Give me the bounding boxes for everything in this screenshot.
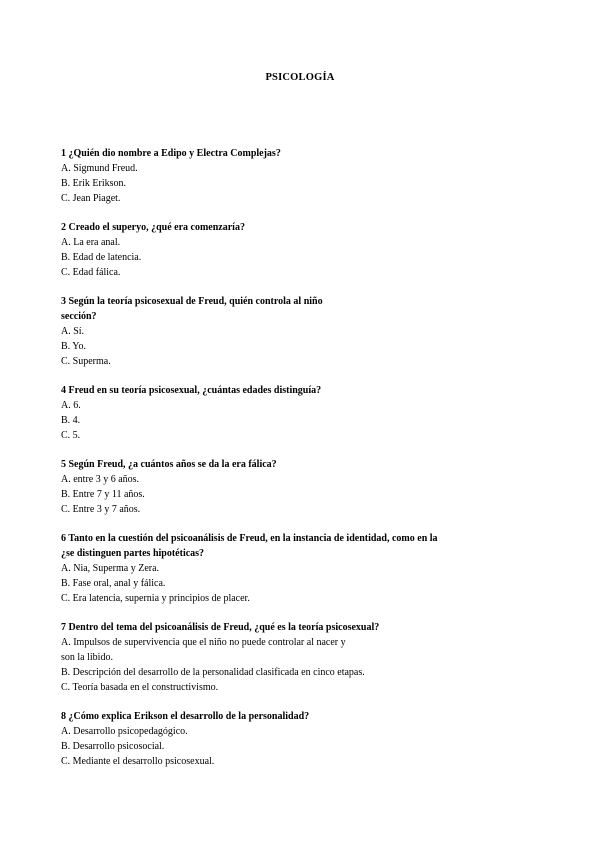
answer-option-a: A. Desarrollo psicopedagógico. — [61, 726, 188, 737]
answer-options — [61, 398, 541, 443]
question-1 — [61, 146, 541, 206]
question-text: 5 Según Freud, ¿a cuántos años se da la era fálica? — [61, 459, 277, 470]
answer-option-a: A. 6. — [61, 400, 81, 411]
answer-option-a: A. Sí. — [61, 326, 85, 337]
answer-options — [61, 472, 541, 517]
question-text: 8 ¿Cómo explica Erikson el desarrollo de la personalidad? — [61, 711, 310, 722]
answer-option-b: B. Erik Erikson. — [61, 178, 126, 189]
question-text: 7 Dentro del tema del psicoanálisis de Freud, ¿qué es la teoría psicosexual? — [61, 622, 380, 633]
answer-options — [61, 161, 541, 206]
answer-option-a: A. Impulsos de supervivencia que el niño no puede controlar al nacer y son la libido. — [61, 637, 346, 663]
question-3 — [61, 294, 541, 369]
answer-option-b: B. Descripción del desarrollo de la personalidad clasificada en cinco etapas. — [61, 667, 365, 678]
question-7 — [61, 620, 541, 695]
question-4 — [61, 383, 541, 443]
question-text: 3 Según la teoría psicosexual de Freud, quién controla al niño sección? — [61, 296, 323, 322]
question-list — [61, 146, 541, 783]
answer-option-b: B. 4. — [61, 415, 81, 426]
question-2 — [61, 220, 541, 280]
answer-option-b: B. Yo. — [61, 341, 87, 352]
question-8 — [61, 709, 541, 769]
question-5 — [61, 457, 541, 517]
question-text: 6 Tanto en la cuestión del psicoanálisis de Freud, en la instancia de identidad, como en la ¿se distinguen partes hipotéticas? — [61, 533, 438, 559]
answer-options — [61, 724, 541, 769]
answer-option-c: C. 5. — [61, 430, 81, 441]
question-6 — [61, 531, 541, 606]
answer-option-a: A. Nia, Superma y Zera. — [61, 563, 160, 574]
answer-option-b: B. Fase oral, anal y fálica. — [61, 578, 166, 589]
answer-option-c: C. Mediante el desarrollo psicosexual. — [61, 756, 215, 767]
answer-option-c: C. Superma. — [61, 356, 111, 367]
question-text: 4 Freud en su teoría psicosexual, ¿cuántas edades distinguía? — [61, 385, 322, 396]
page-title: PSICOLOGÍA — [265, 72, 335, 83]
answer-options — [61, 324, 541, 369]
answer-option-c: C. Teoría basada en el constructivismo. — [61, 682, 219, 693]
answer-option-c: C. Entre 3 y 7 años. — [61, 504, 141, 515]
answer-option-a: A. entre 3 y 6 años. — [61, 474, 140, 485]
answer-option-b: B. Edad de latencia. — [61, 252, 142, 263]
answer-options — [61, 635, 541, 695]
answer-option-c: C. Jean Piaget. — [61, 193, 121, 204]
answer-options — [61, 235, 541, 280]
answer-option-c: C. Era latencia, supernia y principios de placer. — [61, 593, 250, 604]
answer-option-c: C. Edad fálica. — [61, 267, 121, 278]
question-text: 2 Creado el superyo, ¿qué era comenzaría? — [61, 222, 245, 233]
answer-options — [61, 561, 541, 606]
question-text: 1 ¿Quién dio nombre a Edipo y Electra Complejas? — [61, 148, 281, 159]
answer-option-b: B. Desarrollo psicosocial. — [61, 741, 165, 752]
answer-option-b: B. Entre 7 y 11 años. — [61, 489, 145, 500]
answer-option-a: A. La era anal. — [61, 237, 121, 248]
answer-option-a: A. Sigmund Freud. — [61, 163, 138, 174]
